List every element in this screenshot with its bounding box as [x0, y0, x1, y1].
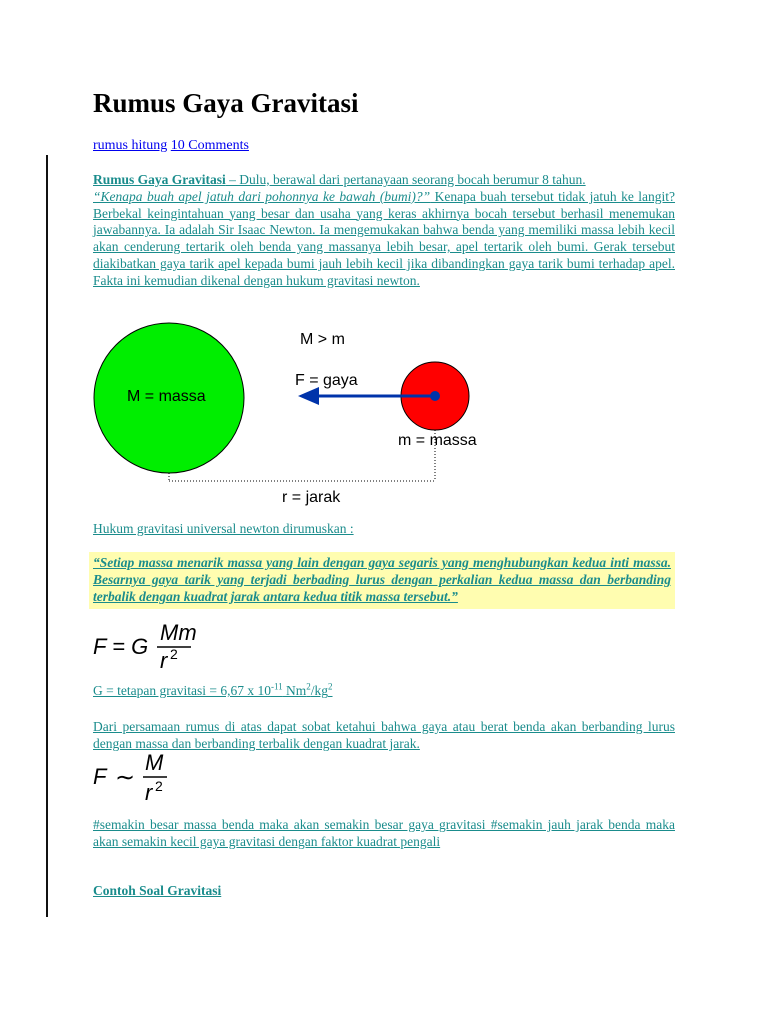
gdef-exp2: 2: [306, 681, 311, 692]
gravity-diagram: [93, 318, 493, 515]
gdef-unit: Nm: [282, 683, 307, 698]
intro-rest: Kenapa buah tersebut tidak jatuh ke langit? Berbekal keingintahuan yang besar dan usaha yang keras akhirnya bocah tersebut berhasil menemukan jawabannya. Ia adalah Sir Isaac Newton. Ia mengemukakan bahwa benda yang memiliki massa lebih kecil akan cenderung tertarik oleh benda yang massanya lebih besar, apel tertarik oleh bumi. Gerak tersebut diakibatkan gaya tarik apel kepada bumi jauh lebih kecil jika dibandingkan gaya tarik bumi terhadap apel. Fakta ini kemudian dikenal dengan hukum gravitasi newton.: [93, 188, 676, 288]
formula1-exponent: 2: [170, 646, 178, 662]
page-margin-rule: [46, 155, 48, 917]
force-arrowhead-icon: [298, 387, 319, 405]
hashtags-paragraph[interactable]: #semakin besar massa benda maka akan semakin besar gaya gravitasi #semakin jauh jarak benda maka akan semakin kecil gaya gravitasi dengan faktor kuadrat pengali: [93, 817, 675, 849]
formula2-lhs: F: [93, 764, 107, 789]
law-quote[interactable]: “Setiap massa menarik massa yang lain dengan gaya segaris yang menghubungkan kedua inti massa. Besarnya gaya tarik yang terjadi berbading lurus dengan perkalian kedua massa dan berbanding terbalik dengan kuadrat jarak antara kedua titik massa tersebut.”: [89, 552, 675, 609]
formula1-numerator: Mm: [160, 620, 197, 645]
gdef-unit2: /kg: [310, 683, 329, 698]
example-heading-link[interactable]: Contoh Soal Gravitasi: [93, 883, 222, 898]
gdef-exp1: -11: [270, 681, 283, 692]
force-label: F = gaya: [295, 372, 358, 389]
big-mass-label: M = massa: [127, 388, 206, 405]
intro-dash: – Dulu, berawal dari pertanayaan seorang bocah berumur 8 tahun.: [225, 172, 586, 187]
gdef-text: G = tetapan gravitasi = 6,67 x 10: [93, 683, 271, 698]
formula1-lhs: F = G: [93, 634, 149, 659]
proportional-formula: [93, 748, 193, 811]
explain-paragraph[interactable]: Dari persamaan rumus di atas dapat sobat ketahui bahwa gaya atau berat benda akan berbanding lurus dengan massa dan berbanding terbalik dengan kuadrat jarak.: [93, 719, 675, 751]
page-title: Rumus Gaya Gravitasi: [93, 88, 359, 118]
law-intro[interactable]: Hukum gravitasi universal newton dirumuskan :: [93, 521, 354, 536]
formula2-numerator: M: [145, 750, 164, 775]
formula2-exponent: 2: [155, 778, 163, 794]
comparison-label: M > m: [300, 331, 345, 348]
formula1-denominator: r: [160, 648, 168, 672]
intro-paragraph[interactable]: [93, 172, 675, 290]
category-link[interactable]: rumus hitung: [93, 138, 168, 153]
comments-link[interactable]: 10 Comments: [170, 138, 249, 153]
post-meta: [93, 138, 249, 154]
intro-lead: Rumus Gaya Gravitasi: [93, 172, 226, 187]
g-constant-definition[interactable]: [93, 683, 333, 699]
small-mass-label: m = massa: [398, 432, 477, 449]
formula2-denominator: r: [145, 780, 153, 805]
intro-question: “Kenapa buah apel jatuh dari pohonnya ke bawah (bumi)?”: [93, 188, 431, 204]
formula2-sym: ∼: [115, 763, 136, 791]
gdef-exp3: 2: [328, 681, 333, 692]
gravity-formula: [93, 616, 213, 677]
distance-label: r = jarak: [282, 489, 341, 506]
